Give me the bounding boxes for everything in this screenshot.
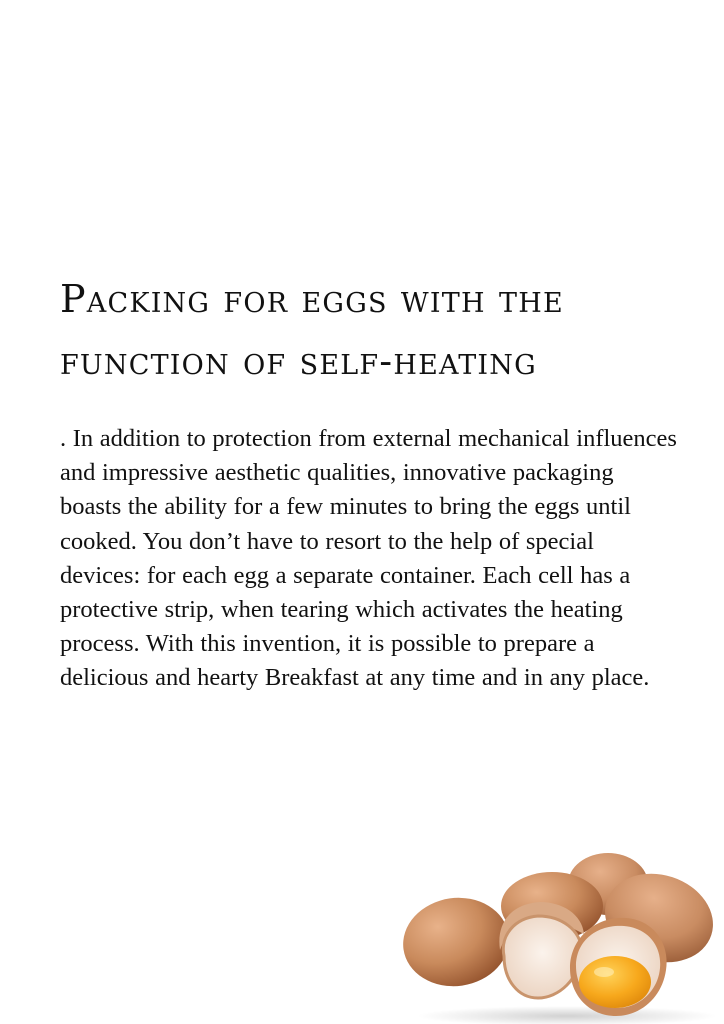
egg-left [397,891,514,993]
cracked-shell-empty [499,902,584,998]
egg-yolk [579,956,651,1008]
body-paragraph: . In addition to protection from external mechanical influences and impressive aesthetic qualities, innovative packaging boasts the ability for a few minutes to bring the eggs until cooked. You don’t have to resort to the help of special devices: for each egg a separate container. Each cell has a protective strip, when tearing which activates the heating process. With this invention, it is possible to prepare a delicious and hearty Breakfast at any time and in any place. [60,425,677,692]
egg-shadow [417,1006,717,1024]
page-title: Packing for eggs with the function of self-heating [60,277,564,383]
eggs-photo [392,840,724,1024]
cracked-shell-with-yolk [570,918,667,1016]
